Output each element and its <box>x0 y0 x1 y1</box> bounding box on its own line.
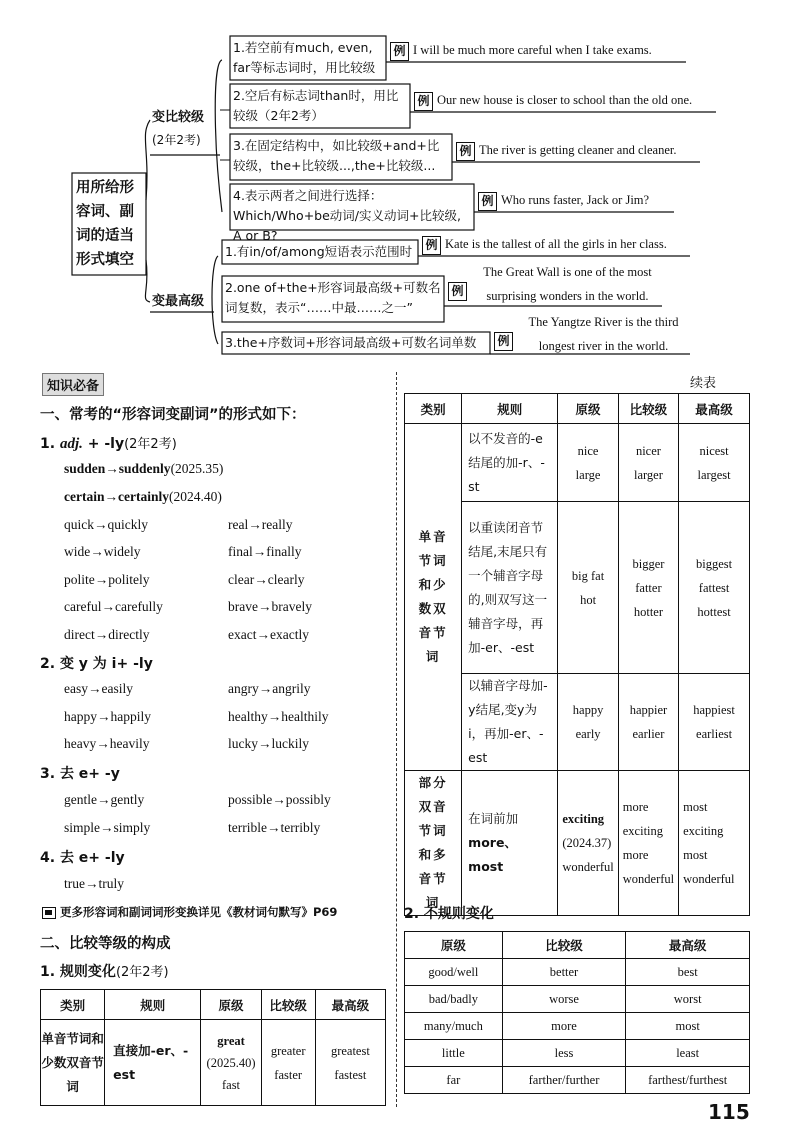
featured-src: (2025.35) <box>170 461 224 476</box>
header-cell: 比较级 <box>261 990 315 1020</box>
item-note: (2年2考) <box>124 437 177 452</box>
section-1-title: 一、常考的“形容词变副词”的形式如下： <box>40 407 306 423</box>
table-header-row <box>405 932 750 959</box>
comparative-note: (2年2考) <box>152 133 201 147</box>
irregular-table <box>404 931 750 1094</box>
rule-cell <box>462 771 558 916</box>
sub-note: (2年2考) <box>115 965 169 980</box>
superlative-cell: least <box>626 1040 750 1067</box>
table-row <box>405 1067 750 1094</box>
featured-src: (2024.40) <box>168 489 222 504</box>
word-pair: lucky→luckily <box>228 736 309 751</box>
rule-cell: 以不发音的-e结尾的加-r、-st <box>462 424 558 502</box>
regular-table <box>40 989 386 1106</box>
featured-word: certain→certainly <box>64 489 169 504</box>
base-cell: good/well <box>405 959 503 986</box>
comparative-label: 变比较级 <box>152 110 205 125</box>
item-title: 变 y 为 i+ -ly <box>59 656 153 672</box>
example-tag: 例 <box>456 142 475 161</box>
superlative-cell: worst <box>626 986 750 1013</box>
base-cell: far <box>405 1067 503 1094</box>
superlative-cell: best <box>626 959 750 986</box>
header-cell: 类别 <box>405 394 462 424</box>
item-number: 4. <box>40 850 56 866</box>
superlative-example-3 <box>494 310 690 358</box>
comparative-rule-2: 2.空后有标志词than时，用比较级（2年2考） <box>233 88 399 123</box>
base-cell: bad/badly <box>405 986 503 1013</box>
superlative-example-1 <box>422 234 667 255</box>
example-tag: 例 <box>448 282 467 301</box>
word-pair: gentle→gently <box>64 792 145 807</box>
superlative-cell: happiest earliest <box>679 674 750 771</box>
word-pair: careful→carefully <box>64 599 163 614</box>
comparative-cell: nicer larger <box>618 424 678 502</box>
comparative-cell: worse <box>502 986 626 1013</box>
superlative-label: 变最高级 <box>152 294 205 309</box>
item-number: 2. <box>40 656 56 672</box>
rule-cell: 以重读闭音节结尾,末尾只有一个辅音字母的,则双写这一辅音字母，再加-er、-est <box>462 502 558 674</box>
mindmap-root: 用所给形容词、副词的适当形式填空 <box>76 180 134 268</box>
superlative-example-2 <box>448 260 664 308</box>
irregular-title: 2. 不规则变化 <box>404 906 494 922</box>
comparative-cell: less <box>502 1040 626 1067</box>
header-cell: 比较级 <box>502 932 626 959</box>
comparative-cell: farther/further <box>502 1067 626 1094</box>
word-pair: clear→clearly <box>228 572 305 587</box>
word-pair: direct→directly <box>64 627 150 642</box>
table-header-row <box>41 990 386 1020</box>
reference-text: 更多形容词和副词词形变换详见《教材词句默写》P69 <box>60 905 338 919</box>
word-pair: real→really <box>228 517 293 532</box>
word-pair: heavy→heavily <box>64 736 150 751</box>
example-text: Our new house is closer to school than the old one. <box>437 93 693 107</box>
superlative-cell: greatest fastest <box>315 1020 385 1106</box>
sub-title: 1. 规则变化 <box>40 964 116 980</box>
word-pair: happy→happily <box>64 709 151 724</box>
comparative-cell: more <box>502 1013 626 1040</box>
base-bold: great <box>217 1033 245 1048</box>
comparative-rule-3: 3.在固定结构中，如比较级+and+比较级，the+比较级...,the+比较级... <box>233 138 440 173</box>
rule-bold: more、most <box>468 835 517 874</box>
item-number: 1. <box>40 436 56 452</box>
table-header-row <box>405 394 750 424</box>
comparative-cell: happier earlier <box>618 674 678 771</box>
base-cell: little <box>405 1040 503 1067</box>
example-text: Who runs faster, Jack or Jim? <box>501 193 650 207</box>
comparative-example-3 <box>456 140 676 161</box>
category-cell: 单音节词和少数双音节词 <box>41 1020 105 1106</box>
header-cell: 最高级 <box>315 990 385 1020</box>
item-1-title <box>40 433 177 453</box>
base-src: (2024.37) <box>562 836 612 850</box>
item-title-rest: + -ly <box>87 436 125 452</box>
sub-1-title <box>40 961 169 981</box>
word-pair: quick→quickly <box>64 517 148 532</box>
item-title: 去 e+ -y <box>59 766 120 782</box>
base-cell <box>558 771 618 916</box>
reference-note <box>42 904 337 920</box>
word-pair: simple→simply <box>64 820 151 835</box>
header-cell: 最高级 <box>679 394 750 424</box>
superlative-cell: most <box>626 1013 750 1040</box>
base-cell: big fat hot <box>558 502 618 674</box>
item-title: 去 e+ -ly <box>59 850 125 866</box>
word-pair: exact→exactly <box>228 627 309 642</box>
header-cell: 比较级 <box>618 394 678 424</box>
base-bold: exciting <box>562 812 605 826</box>
example-text: I will be much more careful when I take exams. <box>413 43 652 57</box>
example-text: Kate is the tallest of all the girls in her class. <box>445 237 667 251</box>
example-text: The Yangtze River is the third longest river in the world. <box>528 315 679 353</box>
header-cell: 最高级 <box>626 932 750 959</box>
item-2-title <box>40 653 153 673</box>
word-pair: wide→widely <box>64 544 141 559</box>
superlative-rule-1: 1.有in/of/among短语表示范围时 <box>225 244 413 259</box>
comparative-cell: better <box>502 959 626 986</box>
base-extra: fast <box>221 1077 241 1092</box>
knowledge-badge: 知识必备 <box>42 373 104 396</box>
comparative-cell: bigger fatter hotter <box>618 502 678 674</box>
word-pair: healthy→healthily <box>228 709 329 724</box>
header-cell: 原级 <box>405 932 503 959</box>
comparative-cell: more exciting more wonderful <box>618 771 678 916</box>
comparative-rule-4: 4.表示两者之间进行选择：Which/Who+be动词/实义动词+比较级, A or B? <box>233 188 461 243</box>
page-number: 115 <box>708 1100 750 1124</box>
table-row <box>405 771 750 916</box>
continued-label: 续表 <box>690 376 717 391</box>
base-cell: happy early <box>558 674 618 771</box>
word-pair: polite→politely <box>64 572 150 587</box>
base-cell <box>201 1020 261 1106</box>
item-3-title <box>40 763 120 783</box>
example-tag: 例 <box>390 42 409 61</box>
base-extra: wonderful <box>562 860 614 874</box>
comparative-example-2 <box>414 90 692 111</box>
table-row <box>405 1040 750 1067</box>
word-pair: easy→easily <box>64 681 133 696</box>
superlative-cell: biggest fattest hottest <box>679 502 750 674</box>
column-divider <box>396 372 397 1107</box>
example-tag: 例 <box>414 92 433 111</box>
superlative-rule-2: 2.one of+the+形容词最高级+可数名词复数，表示“……中最……之一” <box>225 280 441 315</box>
featured-word-2 <box>64 489 222 505</box>
word-pair: angry→angrily <box>228 681 311 696</box>
header-cell: 原级 <box>201 990 261 1020</box>
category-cell: 单音节词和少数双音节词 <box>405 424 462 771</box>
superlative-cell: farthest/furthest <box>626 1067 750 1094</box>
superlative-cell: most exciting most wonderful <box>679 771 750 916</box>
word-pair: true→truly <box>64 876 124 891</box>
featured-word: sudden→suddenly <box>64 461 171 476</box>
continued-table <box>404 393 750 916</box>
table-row <box>405 424 750 502</box>
example-tag: 例 <box>494 332 513 351</box>
word-pair: final→finally <box>228 544 302 559</box>
comparative-example-1 <box>390 40 652 61</box>
base-cell: nice large <box>558 424 618 502</box>
category-cell: 部分双音节词和多音节词 <box>405 771 462 916</box>
rule-cell: 直接加-er、-est <box>105 1020 201 1106</box>
example-tag: 例 <box>422 236 441 255</box>
table-row <box>41 1020 386 1106</box>
item-title-adj: adj. <box>59 436 83 452</box>
base-src: (2025.40) <box>206 1055 256 1070</box>
base-cell: many/much <box>405 1013 503 1040</box>
word-pair: terrible→terribly <box>228 820 321 835</box>
comparative-rule-1: 1.若空前有much, even, far等标志词时，用比较级 <box>233 40 376 75</box>
word-pair: brave→bravely <box>228 599 312 614</box>
item-number: 3. <box>40 766 56 782</box>
superlative-cell: nicest largest <box>679 424 750 502</box>
example-tag: 例 <box>478 192 497 211</box>
superlative-rule-3: 3.the+序数词+形容词最高级+可数名词单数 <box>225 335 477 350</box>
header-cell: 类别 <box>41 990 105 1020</box>
section-2-title: 二、比较等级的构成 <box>40 936 171 952</box>
item-4-title <box>40 847 125 867</box>
example-text: The Great Wall is one of the most surprising wonders in the world. <box>483 265 652 303</box>
book-icon <box>42 907 56 919</box>
comparative-cell: greater faster <box>261 1020 315 1106</box>
table-row <box>405 959 750 986</box>
header-cell: 规则 <box>105 990 201 1020</box>
header-cell: 原级 <box>558 394 618 424</box>
table-row <box>405 1013 750 1040</box>
word-pair: possible→possibly <box>228 792 331 807</box>
example-text: The river is getting cleaner and cleaner. <box>479 143 677 157</box>
featured-word-1 <box>64 461 223 477</box>
header-cell: 规则 <box>462 394 558 424</box>
comparative-example-4 <box>478 190 649 211</box>
rule-pre: 在词前加 <box>468 811 519 826</box>
rule-cell: 以辅音字母加-y结尾,变y为i，再加-er、-est <box>462 674 558 771</box>
table-row <box>405 986 750 1013</box>
